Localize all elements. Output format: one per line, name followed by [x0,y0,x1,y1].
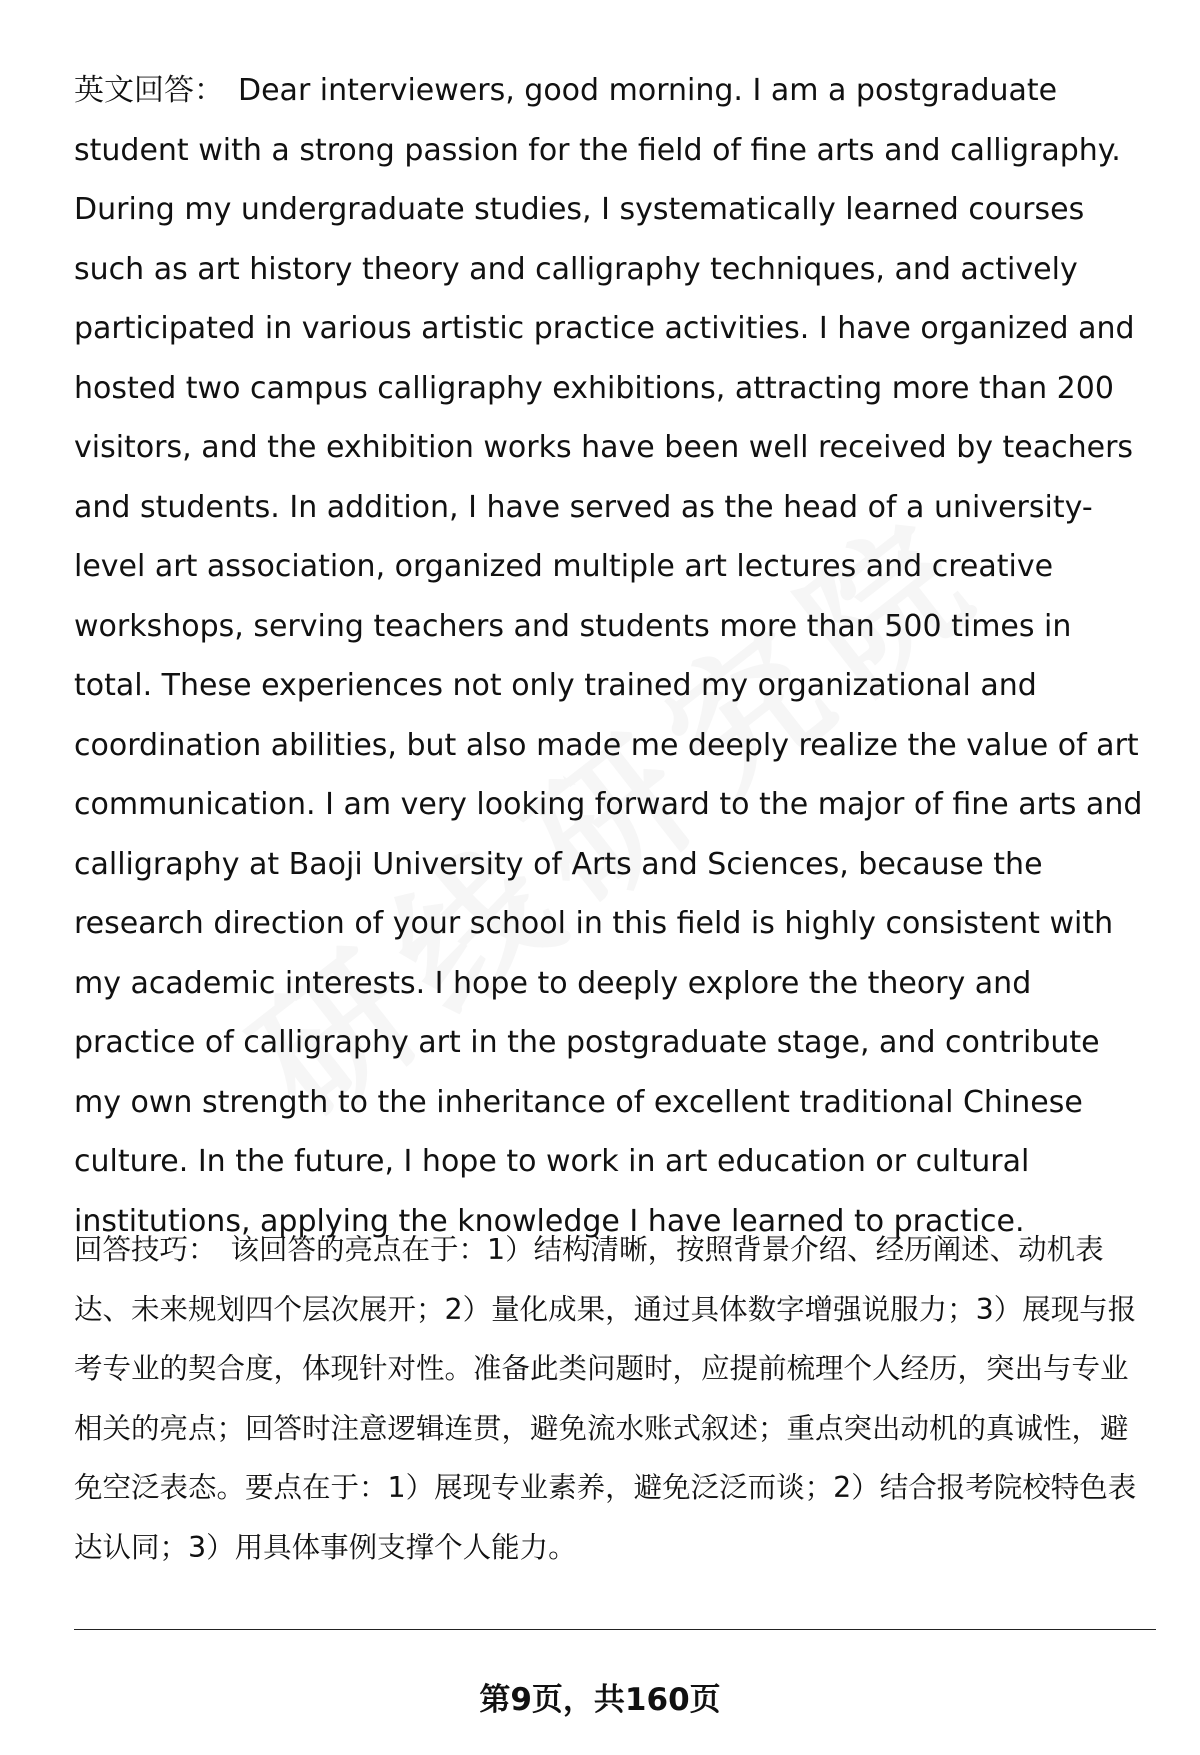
footer-divider [74,1629,1156,1630]
answer-tips-text: 该回答的亮点在于：1）结构清晰，按照背景介绍、经历阐述、动机表达、未来规划四个层次展开；2）量化成果，通过具体数字增强说服力；3）展现与报考专业的契合度，体现针对性。准备此类问题时，应提前梳理个人经历，突出与专业相关的亮点；回答时注意逻辑连贯，避免流水账式叙述；重点突出动机的真诚性，避免空泛表态。要点在于：1）展现专业素养，避免泛泛而谈；2）结合报考院校特色表达认同；3）用具体事例支撑个人能力。 [74,1233,1137,1564]
answer-tips-label: 回答技巧： [74,1233,217,1266]
page-number: 第9页，共160页 [479,1682,721,1718]
english-answer-label: 英文回答： [74,73,224,108]
english-answer-text: Dear interviewers, good morning. I am a postgraduate student with a strong passion for the field of fine arts and calligraphy. During my undergraduate studies, I systematically learned courses such as art history theory and calligraphy techniques, and actively participated in various artistic practice activities. I have organized and hosted two campus calligraphy exhibitions, attracting more than 200 visitors, and the exhibition works have been well received by teachers and students. In addition, I have served as the head of a university-level art association, organized multiple art lectures and creative workshops, serving teachers and students more than 500 times in total. These experiences not only trained my organizational and coordination abilities, but also made me deeply realize the value of art communication. I am very looking forward to the major of fine arts and calligraphy at Baoji University of Arts and Sciences, because the research direction of your school in this field is highly consistent with my academic interests. I hope to deeply explore the theory and practice of calligraphy art in the postgraduate stage, and contribute my own strength to the inheritance of excellent traditional Chinese culture. In the future, I hope to work in art education or cultural institutions, applying the knowledge I have learned to practice. [74,73,1143,1239]
answer-tips-paragraph [74,1220,1154,1577]
english-answer-paragraph [74,61,1154,1251]
